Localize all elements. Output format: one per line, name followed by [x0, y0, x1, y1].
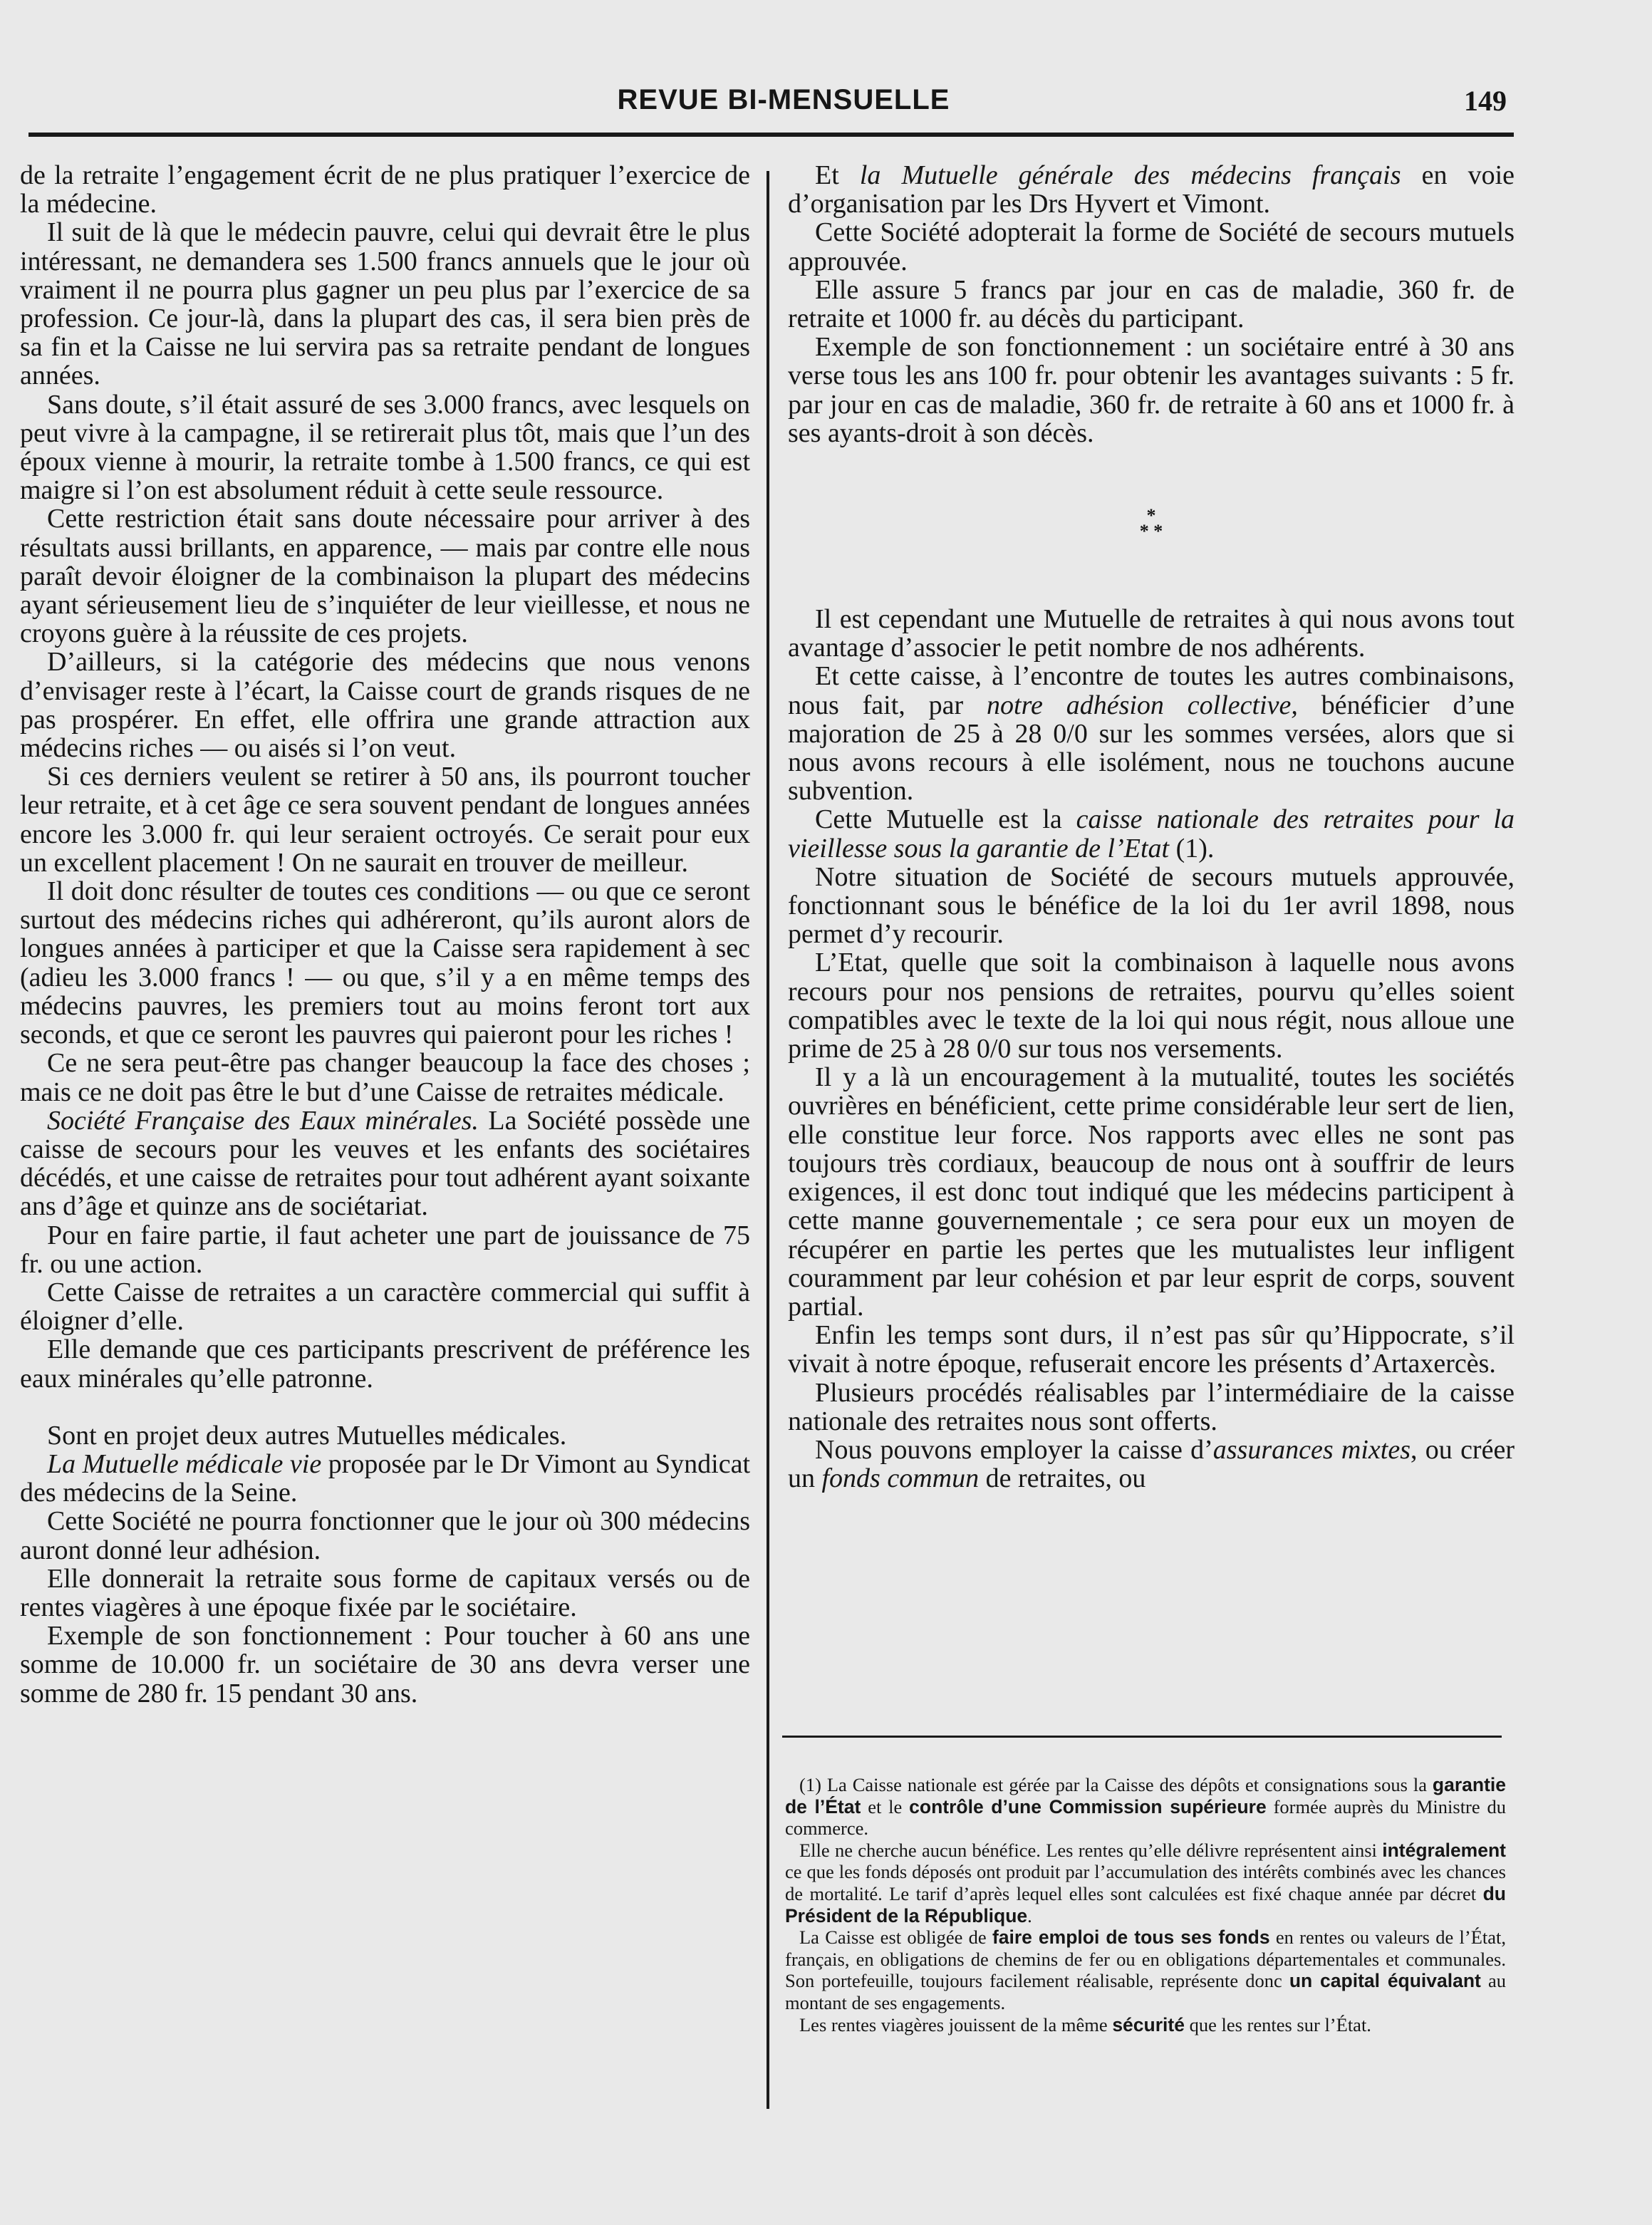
paragraph: Il suit de là que le médecin pauvre, celui qui devrait être le plus intéressant, ne demandera ses 1.500 francs annuels que le jour où vraiment il ne pourra plus gagner un peu plus par l’exercice de sa profession. Ce jour-là, dans la plupart des cas, il sera bien près de sa fin et la Caisse ne lui servira pas sa retraite pendant de longues années. — [20, 217, 750, 391]
paragraph: Elle assure 5 francs par jour en cas de maladie, 360 fr. de retraite et 1000 fr. au décès du participant. — [788, 274, 1515, 334]
paragraph: Cette restriction était sans doute nécessaire pour arriver à des résultats aussi brillants, en apparence, — mais par contre elle nous paraît devoir éloigner de la combinaison la plupart des médecins ayant sérieusement lieu de s’inquiéter de leur vieillesse, et nous ne croyons guère à la réussite de ces projets. — [20, 504, 750, 649]
running-title: REVUE BI-MENSUELLE — [617, 84, 950, 115]
right-column — [788, 161, 1515, 1493]
paragraph: L’Etat, quelle que soit la combinaison à laquelle nous avons recours pour nos pensions de retraites, pourvu qu’elles soient compatibles avec le texte de la loi qui nous régit, nous alloue une prime de 25 à 28 0/0 sur tous nos versements. — [788, 948, 1515, 1064]
page-number: 149 — [1464, 85, 1507, 117]
paragraph: Si ces derniers veulent se retirer à 50 ans, ils pourront toucher leur retraite, et à cet âge ce sera souvent pendant de longues années encore les 3.000 fr. qui leur seraient octroyés. Ce serait pour eux un excellent placement ! On ne saurait en trouver de meilleur. — [20, 762, 750, 878]
paragraph: Sans doute, s’il était assuré de ses 3.000 francs, avec lesquels on peut vivre à la campagne, il se retirerait plus tôt, mais que l’un des époux vienne à mourir, la retraite tombe à 1.500 francs, ce qui est maigre si l’on est absolument réduit à cette seule ressource. — [20, 389, 750, 506]
paragraph: Il y a là un encouragement à la mutualité, toutes les sociétés ouvrières en bénéficient, cette prime considérable leur sert de lien, elle constitue leur force. Nos rapports avec elles ne sont pas toujours très cordiaux, beaucoup de nous ont à souffrir de leurs exigences, il est donc tout indiqué que les médecins participent à cette manne gouvernementale ; ce sera pour eux un moyen de récupérer en partie les pertes que les mutualistes leur infligent couramment par leur cohésion et par leur esprit de corps, souvent partial. — [788, 1062, 1515, 1322]
page-header — [28, 77, 1514, 134]
society-name: La Mutuelle médicale vie — [47, 1448, 322, 1479]
footnotes — [785, 1774, 1506, 2035]
footnote: La Caisse est obligée de faire emploi de tous ses fonds en rentes ou valeurs de l’État, français, en obligations de chemins de fer ou en obligations départementales et communales. Son portefeuille, toujours facilement réalisable, représente donc un capital équivalant au montant de ses engagements. — [785, 1926, 1506, 2013]
paragraph: Ce ne sera peut-être pas changer beaucoup la face des choses ; mais ce ne doit pas être le but d’une Caisse de retraites médicale. — [20, 1048, 750, 1107]
paragraph: Nous pouvons employer la caisse d’assurances mixtes, ou créer un fonds commun de retraites, ou — [788, 1434, 1515, 1494]
footnote: Elle ne cherche aucun bénéfice. Les rentes qu’elle délivre représentent ainsi intégralement ce que les fonds déposés ont produit par l’accumulation des intérêts combinés avec les chances de mortalité. Le tarif d’après lequel elles sont calculées est fixé chaque année par décret du Président de la République. — [785, 1839, 1506, 1926]
paragraph: Cette Société ne pourra fonctionner que le jour où 300 médecins auront donné leur adhésion. — [20, 1506, 750, 1565]
footnote: Les rentes viagères jouissent de la même sécurité que les rentes sur l’État. — [799, 2013, 1371, 2035]
paragraph: Notre situation de Société de secours mutuels approuvée, fonctionnant sous le bénéfice de la loi du 1er avril 1898, nous permet d’y recourir. — [788, 861, 1515, 950]
paragraph: Plusieurs procédés réalisables par l’intermédiaire de la caisse nationale des retraites nous sont offerts. — [788, 1377, 1515, 1436]
paragraph: Il est cependant une Mutuelle de retraites à qui nous avons tout avantage d’associer le petit nombre de nos adhérents. — [788, 604, 1515, 663]
header-rule — [28, 133, 1514, 137]
paragraph: Elle donnerait la retraite sous forme de capitaux versés ou de rentes viagères à une époque fixée par le sociétaire. — [20, 1563, 750, 1622]
paragraph: Enfin les temps sont durs, il n’est pas sûr qu’Hippocrate, s’il vivait à notre époque, refuserait encore les présents d’Artaxercès. — [788, 1320, 1515, 1379]
paragraph: Il doit donc résulter de toutes ces conditions — ou que ce seront surtout des médecins riches qui adhéreront, qu’ils auront alors de longues années à participer et que la Caisse sera rapidement à sec (adieu les 3.000 francs ! — ou que, s’il y a en même temps des médecins pauvres, les premiers tout au moins feront tort aux seconds, et que ce seront les pauvres qui paieront pour les riches ! — [20, 876, 750, 1050]
footnote-ref: (1). — [1169, 833, 1215, 863]
paragraph: La Mutuelle médicale vie proposée par le Dr Vimont au Syndicat des médecins de la Seine. — [20, 1448, 750, 1508]
paragraph: Elle demande que ces participants prescrivent de préférence les eaux minérales qu’elle patronne. — [20, 1334, 750, 1394]
paragraph: de la retraite l’engagement écrit de ne plus pratiquer l’exercice de la médecine. — [20, 160, 750, 219]
column-divider — [767, 171, 769, 2109]
left-column — [20, 161, 750, 1708]
footnote: (1) La Caisse nationale est gérée par la Caisse des dépôts et consignations sous la garantie de l’État et le contrôle d’une Commission supérieure formée auprès du Ministre du commerce. — [785, 1774, 1507, 1840]
society-name: la Mutuelle générale des médecins français — [859, 160, 1401, 190]
section-asterism: * * * — [1139, 505, 1163, 542]
paragraph: Et la Mutuelle générale des médecins français en voie d’organisation par les Drs Hyvert et Vimont. — [788, 160, 1515, 219]
paragraph: Cette Mutuelle est la caisse nationale des retraites pour la vieillesse sous la garantie de l’Etat (1). — [788, 804, 1515, 863]
paragraph: Pour en faire partie, il faut acheter une part de jouissance de 75 fr. ou une action. — [20, 1220, 750, 1279]
paragraph: Société Française des Eaux minérales. La Société possède une caisse de secours pour les veuves et les enfants des sociétaires décédés, et une caisse de retraites pour tout adhérent ayant soixante ans d’âge et quinze ans de sociétariat. — [20, 1105, 750, 1222]
paragraph: Sont en projet deux autres Mutuelles médicales. — [47, 1420, 567, 1451]
paragraph: D’ailleurs, si la catégorie des médecins que nous venons d’envisager reste à l’écart, la Caisse court de grands risques de ne pas prospérer. En effet, elle offrira une grande attraction aux médecins riches — ou aisés si l’on veut. — [20, 647, 750, 764]
paragraph: Cette Caisse de retraites a un caractère commercial qui suffit à éloigner d’elle. — [20, 1277, 750, 1337]
paragraph: Cette Société adopterait la forme de Société de secours mutuels approuvée. — [788, 217, 1515, 276]
paragraph: Exemple de son fonctionnement : un sociétaire entré à 30 ans verse tous les ans 100 fr. pour obtenir les avantages suivants : 5 fr. par jour en cas de maladie, 360 fr. de retraite à 60 ans et 1000 fr. à ses ayants-droit à son décès. — [788, 332, 1515, 448]
society-name: Société Française des Eaux minérales. — [47, 1105, 479, 1136]
paragraph: Et cette caisse, à l’encontre de toutes les autres combinaisons, nous fait, par notre adhésion collective, bénéficier d’une majoration de 25 à 28 0/0 sur les sommes versées, alors que si nous avons recours à elle isolément, nous ne touchons aucune subvention. — [788, 661, 1515, 807]
footnote-rule — [782, 1736, 1502, 1738]
paragraph: Exemple de son fonctionnement : Pour toucher à 60 ans une somme de 10.000 fr. un sociétaire de 30 ans devra verser une somme de 280 fr. 15 pendant 30 ans. — [20, 1621, 750, 1708]
